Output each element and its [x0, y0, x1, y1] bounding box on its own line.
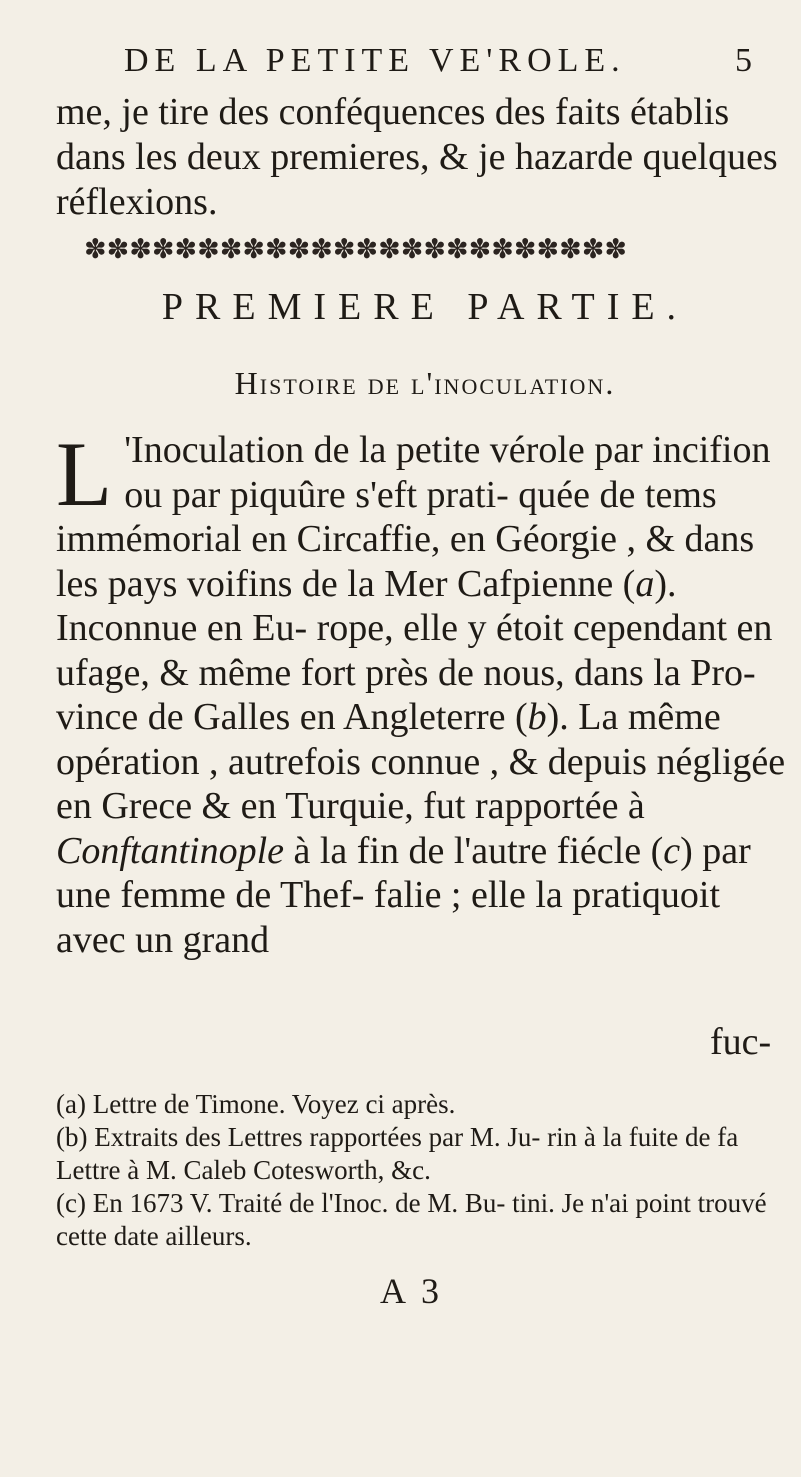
footnote-ref-c: c [663, 829, 681, 872]
footnote-c: (c) En 1673 V. Traité de l'Inoc. de M. Bu- tini. Je n'ai point trouvé cette date ailleurs. [56, 1188, 767, 1251]
part-heading: PREMIERE PARTIE. [161, 286, 689, 328]
text-run: ). Inconnue en Eu- rope, elle y étoit cependant en ufage, & même fort près de nous, dans la Pro- vince de Galles en Angleterre ( [56, 562, 773, 738]
footnote-b: (b) Extraits des Lettres rapportées par M. Ju- rin à la fuite de fa Lettre à M. Caleb Cotesworth, &c. [56, 1122, 739, 1185]
text-run: ) par une femme de Thef- falie ; elle la pratiquoit avec un grand [56, 829, 751, 961]
footnote-ref-a: a [635, 562, 655, 605]
ornament-rule: ✽✽✽✽✽✽✽✽✽✽✽✽✽✽✽✽✽✽✽✽✽✽✽✽ [84, 234, 627, 265]
running-title: DE LA PETITE VE'ROLE. [124, 42, 626, 79]
main-text [56, 423, 786, 962]
catchword: fuc- [710, 1021, 772, 1063]
signature-mark: A 3 [380, 1271, 444, 1311]
intro-text: me, je tire des conféquences des faits établis dans les deux premieres, & je hazarde quelques réflexions. [56, 91, 778, 223]
page-number: 5 [735, 42, 752, 79]
text-run: 'Inoculation de la petite vérole par incifion ou par piquûre s'eft prati- quée de tems immémorial en Circaffie, en Géorgie , & dans les pays voifins de la Mer Cafpienne ( [56, 429, 771, 605]
drop-cap: L [56, 423, 113, 525]
main-paragraph [56, 423, 786, 962]
footnotes [56, 1088, 786, 1253]
text-run: à la fin de l'autre fiécle ( [284, 829, 664, 872]
intro-paragraph [56, 90, 786, 225]
running-head [0, 30, 801, 90]
place-name: Conftantinople [56, 829, 284, 872]
footnote-ref-b: b [527, 696, 547, 738]
footnote-a: (a) Lettre de Timone. Voyez ci après. [56, 1089, 456, 1119]
section-heading: Histoire de l'inoculation. [234, 365, 616, 401]
text-run: ). La même opération , autrefois connue , & depuis négligée en Grece & en Turquie, fut rapportée à [56, 696, 786, 827]
